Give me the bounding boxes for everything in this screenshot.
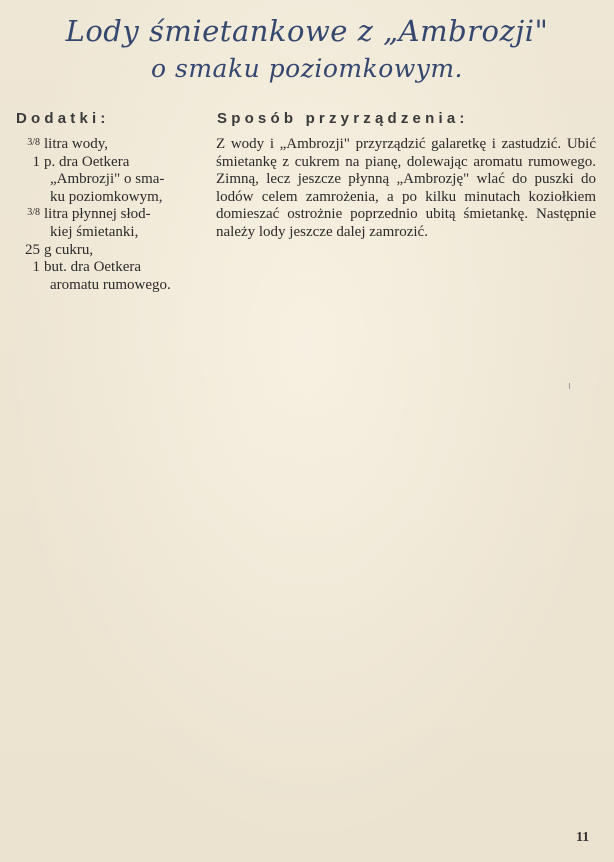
ingredient-quantity: 1 — [32, 153, 40, 170]
ingredient-text: p. dra Oetkera — [44, 153, 130, 170]
recipe-title: Lody śmietankowe z „Ambrozji" — [65, 14, 549, 48]
page-number: 11 — [576, 830, 590, 845]
ingredient-text: „Ambrozji" o sma- — [50, 171, 165, 188]
ingredient-text: g cukru, — [44, 241, 94, 258]
ingredient-text: kiej śmietanki, — [50, 223, 139, 240]
ingredient-quantity: 25 — [25, 241, 40, 258]
ingredient-item — [18, 242, 208, 260]
ingredient-quantity: 3/8 — [27, 137, 40, 148]
ingredient-item — [18, 259, 208, 294]
ingredient-text: ku poziomkowym, — [50, 188, 163, 205]
ingredient-text: aromatu rumowego. — [50, 276, 171, 293]
ingredient-item — [18, 136, 208, 154]
ingredient-quantity: 1 — [32, 259, 40, 276]
recipe-subtitle: o smaku poziomkowym. — [151, 54, 463, 83]
ingredient-text: litra płynnej słod- — [44, 206, 151, 223]
ingredient-item — [18, 154, 208, 207]
ingredient-text: litra wody, — [44, 136, 109, 152]
ingredient-item — [18, 206, 208, 241]
ingredients-heading: Dodatki: — [16, 110, 110, 127]
ingredient-text: but. dra Oetkera — [44, 259, 142, 276]
method-text: Z wody i „Ambrozji" przyrządzić galaretkę i zastudzić. Ubić śmietankę z cukrem na pianę, dolewając aromatu rumowego. Zimną, lecz jeszcze płynną „Ambrozję" wlać do puszki do lodów celem zamrożenia, a po kilku minutach koziołkiem domieszać ostrożnie poprzednio ubitą śmietankę. Następnie należy lody jeszcze dalej zamrozić. — [216, 136, 596, 240]
paper-speck — [569, 383, 570, 389]
method-text-block — [216, 136, 596, 242]
method-heading: Sposób przyrządzenia: — [217, 110, 469, 127]
ingredient-quantity: 3/8 — [27, 207, 40, 219]
ingredients-list — [18, 136, 208, 294]
